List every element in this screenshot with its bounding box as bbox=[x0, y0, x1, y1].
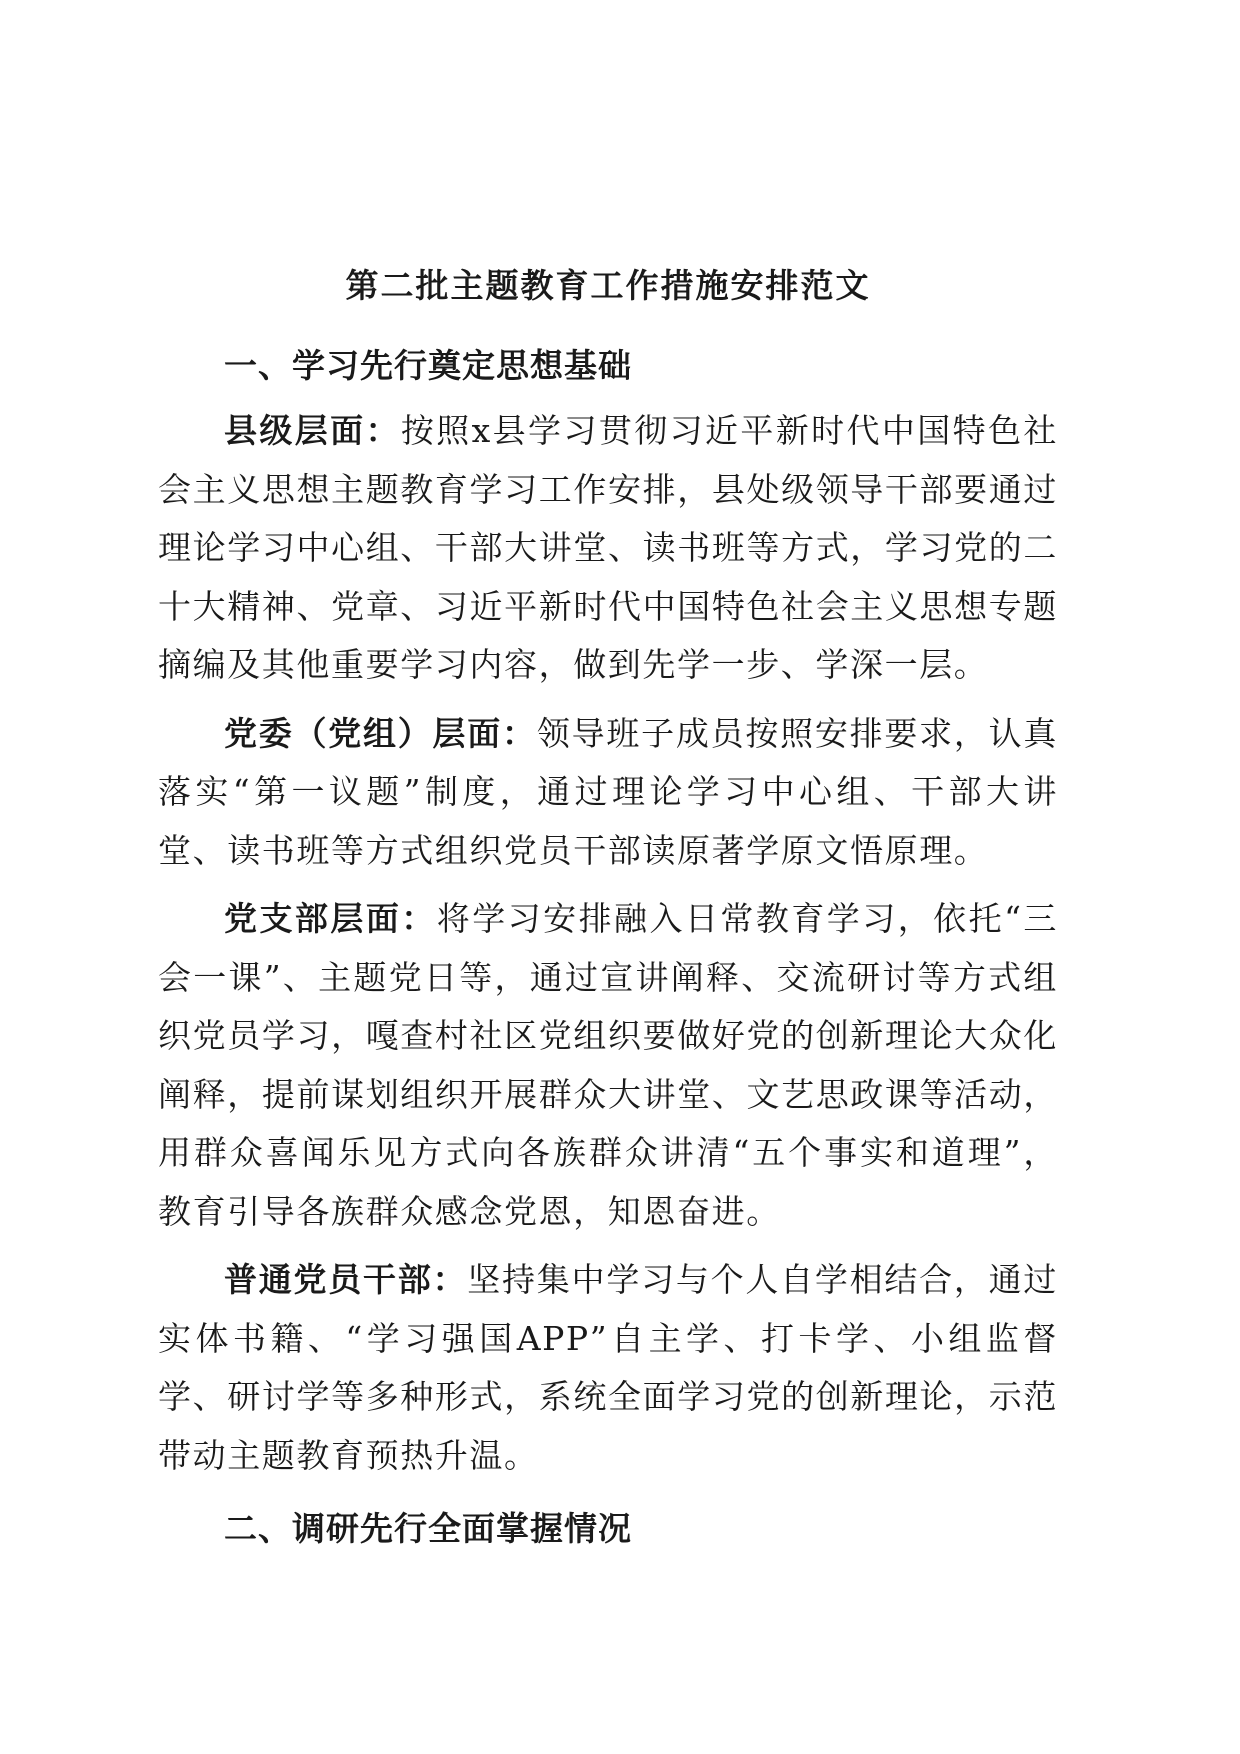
paragraph-county-level bbox=[158, 402, 1058, 695]
paragraph-lead: 党委（党组）层面： bbox=[224, 713, 537, 753]
paragraph-party-branch-level bbox=[158, 890, 1058, 1241]
paragraph-lead: 普通党员干部： bbox=[224, 1260, 468, 1299]
paragraph-text: 坚持集中学习与个人自学相结合，通过实体书籍、“学习强国APP”自主学、打卡学、小组监督学、研讨学等多种形式，系统全面学习党的创新理论，示范带动主题教育预热升温。 bbox=[158, 1260, 1058, 1475]
paragraph-lead: 县级层面： bbox=[224, 411, 401, 450]
paragraph-lead: 党支部层面： bbox=[224, 899, 437, 938]
paragraph-text: 领导班子成员按照安排要求，认真落实“第一议题”制度，通过理论学习中心组、干部大讲堂、读书班等方式组织党员干部读原著学原文悟原理。 bbox=[158, 713, 1058, 870]
paragraph-ordinary-members bbox=[158, 1251, 1058, 1485]
paragraph-text: 按照x县学习贯彻习近平新时代中国特色社会主义思想主题教育学习工作安排，县处级领导干部要通过理论学习中心组、干部大讲堂、读书班等方式，学习党的二十大精神、党章、习近平新时代中国特色社会主义思想专题摘编及其他重要学习内容，做到先学一步、学深一层。 bbox=[158, 411, 1059, 684]
paragraph-party-committee-level bbox=[158, 705, 1058, 881]
section-heading-1: 一、学习先行奠定思想基础 bbox=[224, 346, 632, 385]
section-heading-2: 二、调研先行全面掌握情况 bbox=[224, 1509, 632, 1548]
document-page bbox=[158, 260, 1058, 1565]
paragraph-text: 将学习安排融入日常教育学习，依托“三会一课”、主题党日等，通过宣讲阐释、交流研讨等方式组织党员学习，嘎查村社区党组织要做好党的创新理论大众化阐释，提前谋划组织开展群众大讲堂、文艺思政课等活动，用群众喜闻乐见方式向各族群众讲清“五个事实和道理”，教育引导各族群众感念党恩，知恩奋进。 bbox=[158, 899, 1058, 1231]
document-title: 第二批主题教育工作措施安排范文 bbox=[345, 266, 871, 305]
